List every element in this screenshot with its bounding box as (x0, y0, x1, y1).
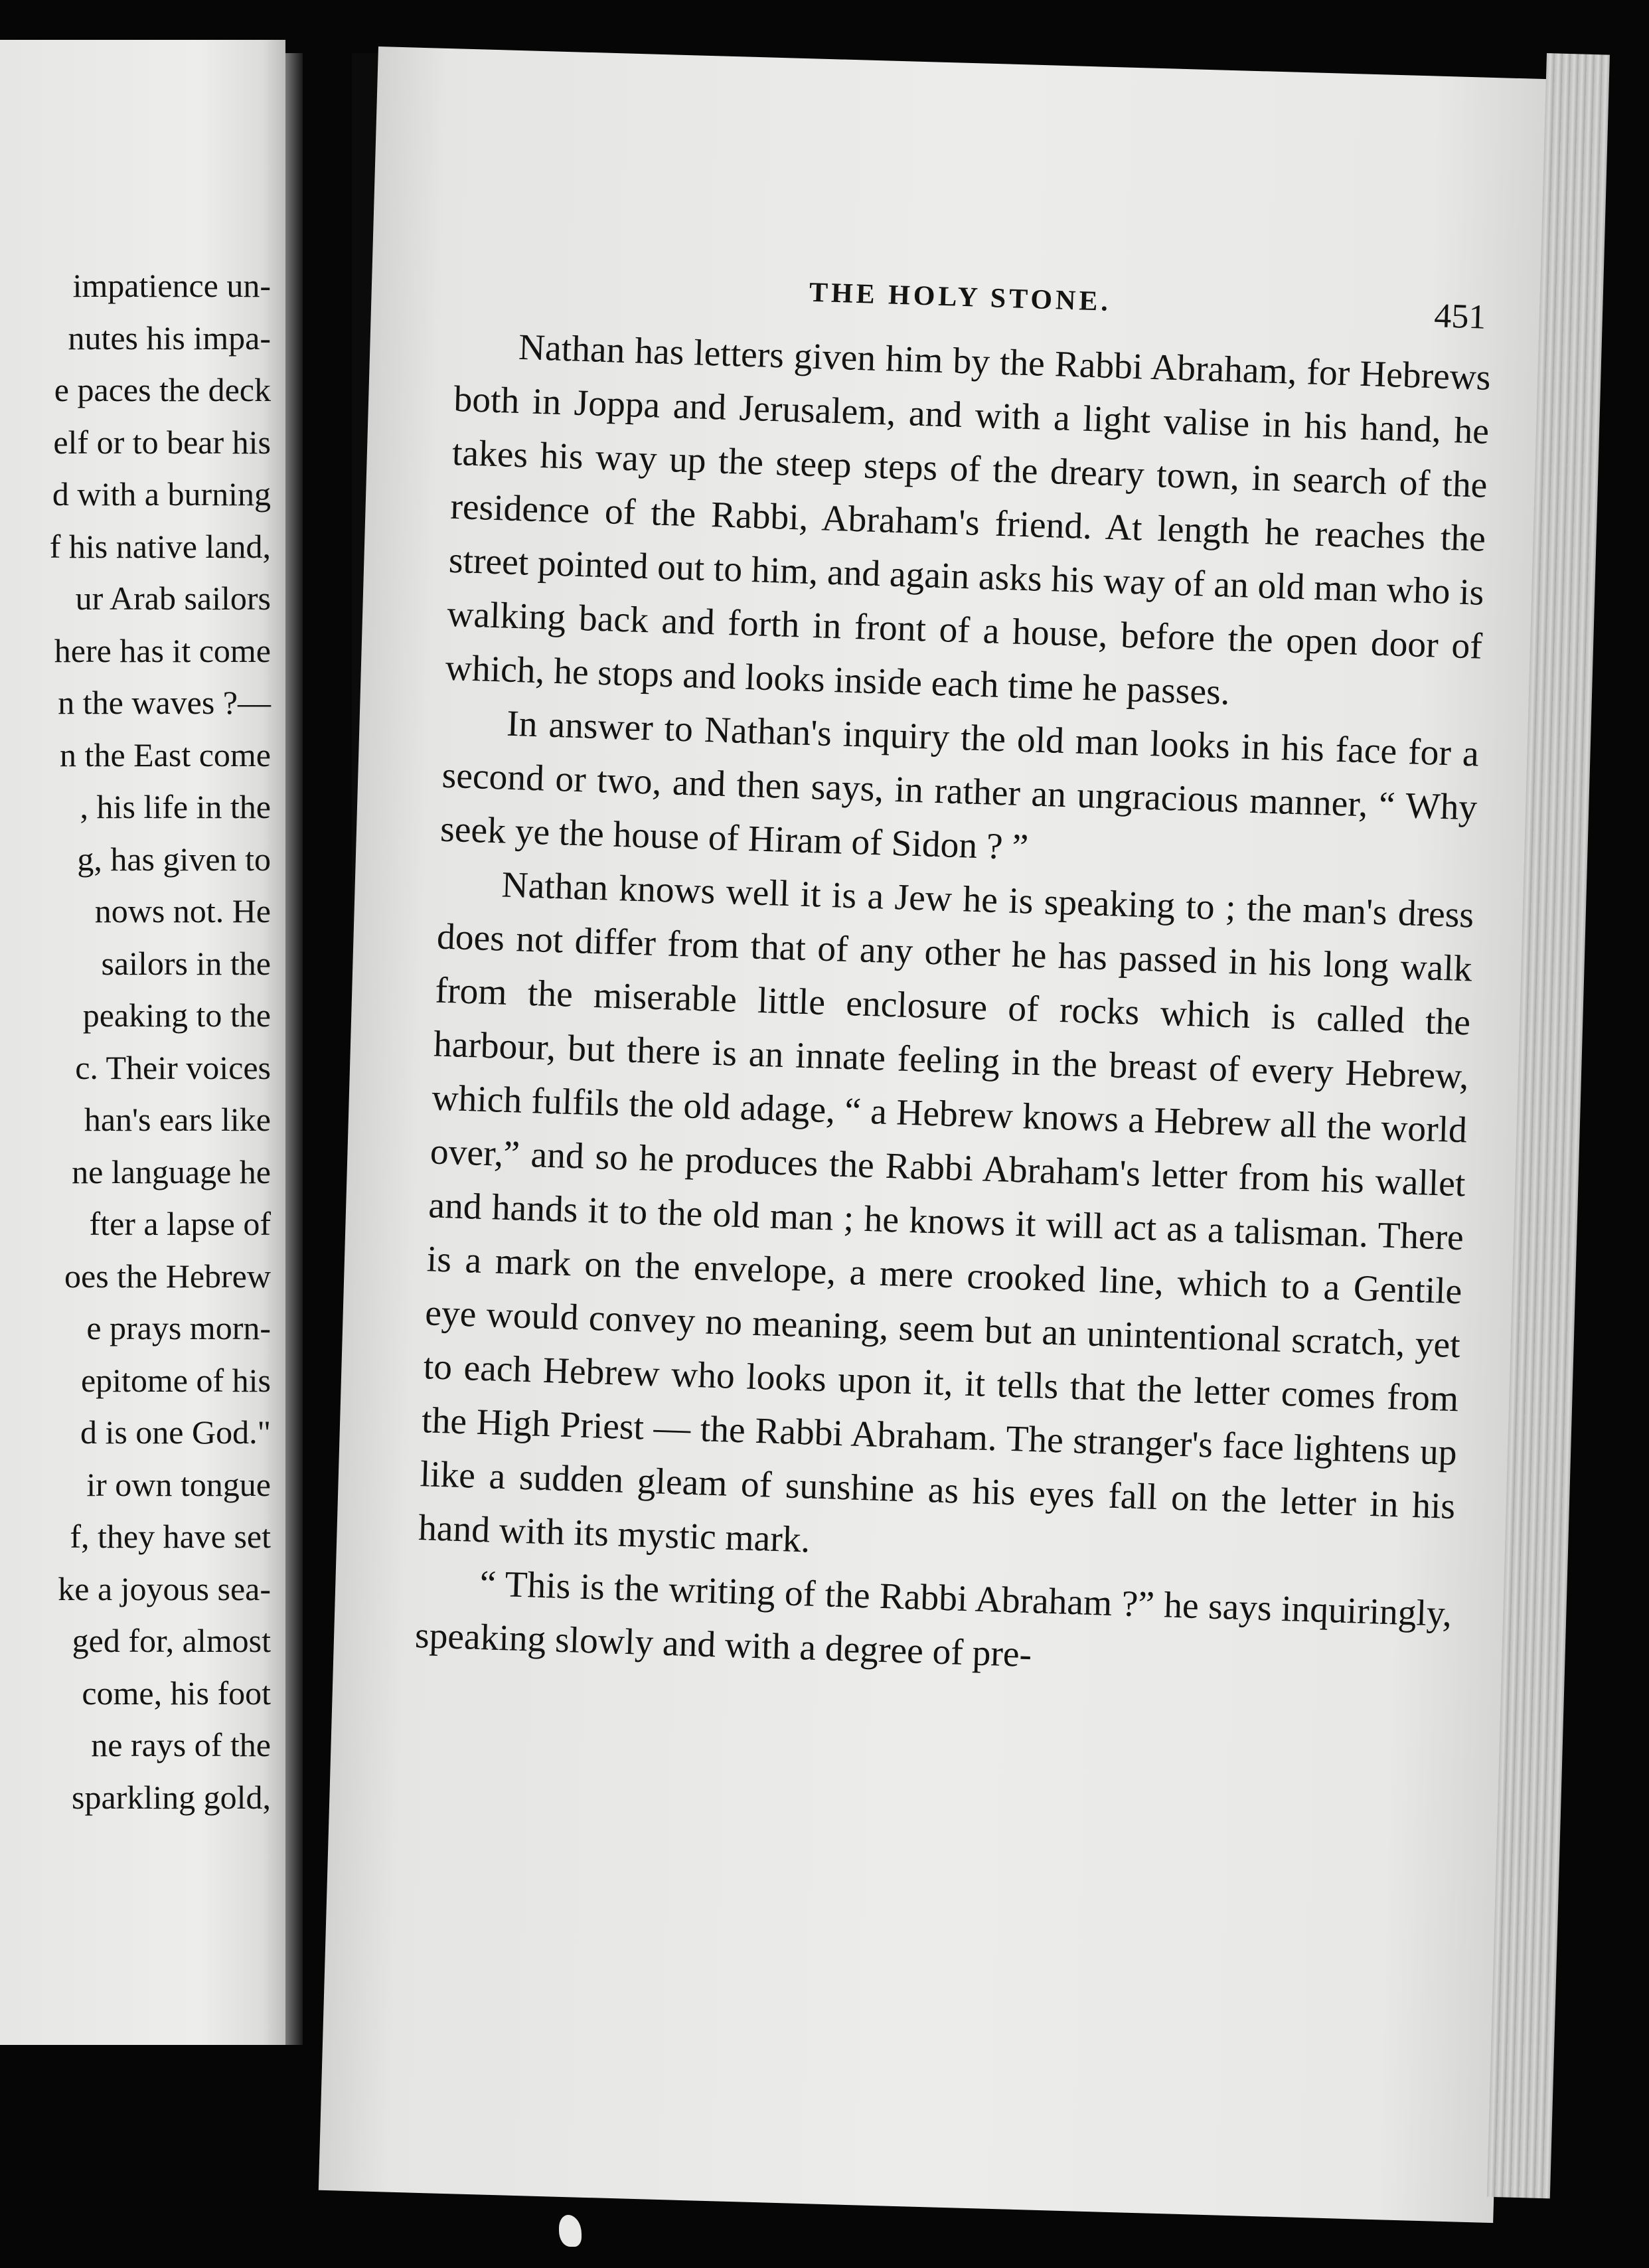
left-page-line: sailors in the (101, 944, 271, 982)
left-page-line: d is one God." (80, 1414, 271, 1451)
left-page-line: oes the Hebrew (64, 1257, 271, 1295)
gutter-shadow (285, 53, 303, 2045)
left-page-line: f, they have set (70, 1518, 271, 1555)
left-page-line: e paces the deck (54, 371, 271, 408)
left-page-line: f his native land, (49, 527, 271, 565)
left-page-line: n the waves ?— (58, 684, 271, 721)
left-page-line: han's ears like (84, 1101, 271, 1138)
left-page-line: , his life in the (80, 788, 271, 825)
left-page-line: peaking to the (82, 997, 271, 1034)
left-page-line: ne rays of the (91, 1726, 271, 1763)
left-page-line: fter a lapse of (89, 1205, 271, 1242)
left-page-line: epitome of his (80, 1361, 271, 1399)
left-page-line: elf or to bear his (53, 423, 271, 461)
left-page-line: c. Their voices (75, 1048, 271, 1086)
left-page-line: e prays morn- (86, 1309, 271, 1346)
left-page-line: sparkling gold, (72, 1778, 271, 1816)
left-facing-page (0, 40, 285, 2045)
left-page-line: impatience un- (72, 267, 271, 304)
paragraph: Nathan knows well it is a Jew he is speaking to ; the man's dress does not differ from that of any other he has passed in his long walk from the miserable little enclosure of rocks which is called the harbour, but there is an innate feeling in the breast of every Hebrew, which fulfils the old adage, “ a Hebrew knows a Hebrew all the world over,” and so he produces the Rabbi Abraham's letter from his wallet and hands it to the old man ; he knows it will act as a talisman. There is a mark on the envelope, a mere crooked line, which to a Gentile eye would convey no meaning, seem but an unintentional scratch, yet to each Hebrew who looks upon it, it tells that the letter comes from the High Priest — the Rabbi Abraham. The stranger's face lightens up like a sudden gleam of sunshine as his eyes fall on the letter in his hand with its mystic mark. (418, 864, 1474, 1561)
paragraph: Nathan has letters given him by the Rabbi Abraham, for Hebrews both in Joppa and Jerusalem, and with a light valise in his hand, he takes his way up the steep steps of the dreary town, in search of the residence of the Rabbi, Abraham's friend. At length he reaches the street pointed out to him, and again asks his way of an old man who is walking back and forth in front of a house, before the open door of which, he stops and looks inside each time he passes. (444, 327, 1492, 713)
left-page-line: come, his foot (82, 1674, 271, 1712)
scan-artifact (559, 2215, 582, 2247)
left-page-line: ke a joyous sea- (58, 1570, 271, 1607)
left-page-line: ur Arab sailors (75, 580, 271, 617)
left-page-line: d with a burning (52, 475, 271, 513)
left-page-line: nutes his impa- (68, 319, 271, 357)
paragraph: “ This is the writing of the Rabbi Abraham ?” he says inquiringly, speaking slowly and with a degree of pre- (414, 1564, 1453, 1676)
left-page-line: nows not. He (94, 892, 271, 930)
left-page-line: here has it come (54, 631, 271, 669)
left-page-line: ir own tongue (86, 1465, 271, 1503)
left-page-line: ged for, almost (72, 1622, 271, 1659)
body-text (414, 319, 1492, 1695)
left-page-line: ne language he (72, 1153, 271, 1190)
page-number: 451 (1433, 297, 1487, 337)
left-page-line: n the East come (60, 736, 271, 773)
left-page-line: g, has given to (77, 840, 271, 878)
paragraph: In answer to Nathan's inquiry the old man looks in his face for a second or two, and then says, in rather an ungracious manner, “ Why seek ye the house of Hiram of Sidon ? ” (439, 703, 1480, 868)
running-head: THE HOLY STONE. (809, 277, 1112, 317)
